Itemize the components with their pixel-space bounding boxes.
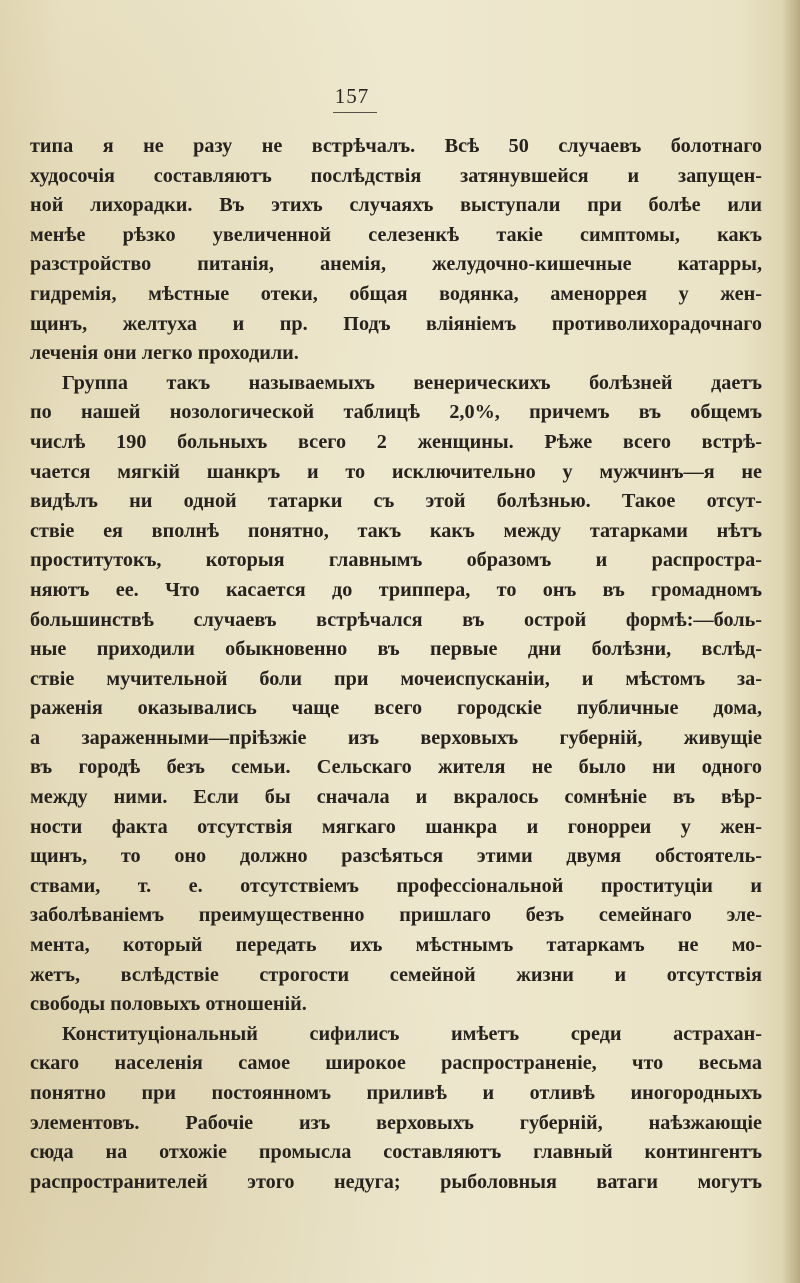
text-line: мента, который передать ихъ мѣстнымъ татаркамъ не мо-	[30, 934, 762, 957]
paragraph-start-line: Конституціональный сифилисъ имѣетъ среди астрахан-	[62, 1022, 762, 1045]
body-text	[30, 132, 762, 1197]
text-line: большинствѣ случаевъ встрѣчался въ острой формѣ:—боль-	[30, 608, 762, 631]
text-line: сюда на отхожіе промысла составляютъ главный контингентъ	[30, 1141, 762, 1164]
text-line: свободы половыхъ отношеній.	[30, 993, 307, 1016]
text-line: распространителей этого недуга; рыболовныя ватаги могутъ	[30, 1170, 762, 1193]
text-line: ности факта отсутствія мягкаго шанкра и гонорреи у жен-	[30, 815, 762, 838]
text-line: ствами, т. е. отсутствіемъ профессіональной проституціи и	[30, 874, 762, 897]
text-line: понятно при постоянномъ приливѣ и отливѣ иногородныхъ	[30, 1082, 762, 1104]
text-line: скаго населенія самое широкое распространеніе, что весьма	[30, 1052, 762, 1075]
text-line: гидремія, мѣстные отеки, общая водянка, аменоррея у жен-	[30, 282, 762, 305]
text-line: по нашей нозологической таблицѣ 2,0%, причемъ въ общемъ	[30, 401, 762, 424]
text-line: разстройство питанія, анемія, желудочно-кишечные катарры,	[30, 253, 762, 276]
text-line: проститутокъ, которыя главнымъ образомъ и распростра-	[30, 549, 762, 572]
text-line: между ними. Если бы сначала и вкралось сомнѣніе въ вѣр-	[30, 786, 762, 809]
text-line: видѣлъ ни одной татарки съ этой болѣзнью. Такое отсут-	[30, 490, 762, 513]
text-line: числѣ 190 больныхъ всего 2 женщины. Рѣже всего встрѣ-	[30, 430, 762, 453]
text-line: леченія они легко проходили.	[30, 342, 299, 365]
text-line: жетъ, вслѣдствіе строгости семейной жизни и отсутствія	[30, 963, 762, 986]
paragraph-start-line: Группа такъ называемыхъ венерическихъ болѣзней даетъ	[62, 371, 762, 394]
page-edge-shadow	[782, 0, 800, 1283]
text-line: ствіе мучительной боли при мочеиспусканіи, и мѣстомъ за-	[30, 667, 762, 690]
text-line: щинъ, то оно должно разсѣяться этими двумя обстоятель-	[30, 845, 762, 868]
text-line: а зараженными—пріѣзжіе изъ верховыхъ губерній, живущіе	[30, 726, 762, 749]
page-number: 157	[334, 84, 370, 108]
text-line: элементовъ. Рабочіе изъ верховыхъ губерній, наѣзжающіе	[30, 1111, 762, 1134]
text-line: худосочія составляютъ послѣдствія затянувшейся и запущен-	[30, 164, 762, 187]
text-line: няютъ ее. Что касается до триппера, то онъ въ громадномъ	[30, 578, 762, 601]
text-line: чается мягкій шанкръ и то исключительно у мужчинъ—я не	[30, 460, 762, 483]
text-line: менѣе рѣзко увеличенной селезенкѣ такіе симптомы, какъ	[30, 223, 762, 246]
text-line: щинъ, желтуха и пр. Подъ вліяніемъ противолихорадочнаго	[30, 312, 762, 335]
text-line: ной лихорадки. Въ этихъ случаяхъ выступали при болѣе или	[30, 194, 762, 217]
text-line: заболѣваніемъ преимущественно пришлаго безъ семейнаго эле-	[30, 904, 762, 927]
page-number-underline	[333, 112, 377, 113]
text-line: ствіе ея вполнѣ понятно, такъ какъ между татарками нѣтъ	[30, 519, 762, 542]
text-line: типа я не разу не встрѣчалъ. Всѣ 50 случаевъ болотнаго	[30, 135, 762, 157]
text-line: ные приходили обыкновенно въ первые дни болѣзни, вслѣд-	[30, 638, 762, 661]
text-line: раженія оказывались чаще всего городскіе публичные дома,	[30, 697, 762, 720]
text-line: въ городѣ безъ семьи. Сельскаго жителя не было ни одного	[30, 756, 762, 779]
